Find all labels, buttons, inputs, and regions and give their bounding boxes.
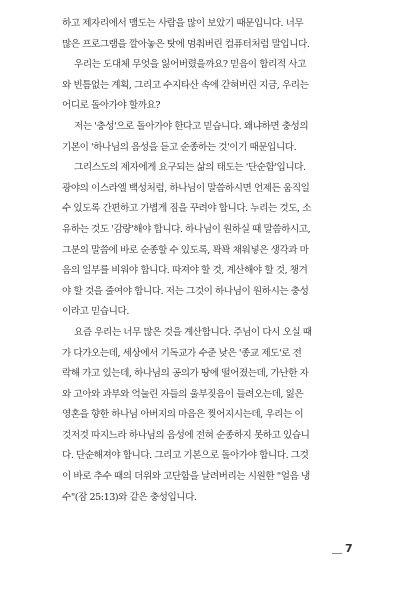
- text-line: 수 있도록 간편하고 가볍게 짐을 꾸려야 합니다. 누리는 것도, 소: [62, 203, 312, 215]
- text-line: 저는 '충성'으로 돌아가야 한다고 믿습니다. 왜냐하면 충성의: [74, 120, 309, 132]
- text-line: 기본이 '하나님의 음성을 듣고 순종하는 것'이기 때문입니다.: [62, 141, 297, 153]
- text-line: 다. 단순해져야 합니다. 그리고 기본으로 돌아가야 합니다. 그것: [62, 450, 309, 462]
- text-line: 어디로 돌아가야 할까요?: [62, 100, 161, 112]
- page-number: 7: [345, 542, 353, 555]
- text-line: 가 다가오는데, 세상에서 기독교가 수준 낮은 '종교 제도'로 전: [62, 347, 302, 359]
- text-line: 것저것 따지느라 하나님의 음성에 전혀 순종하지 못하고 있습니: [62, 429, 310, 441]
- text-line: 음의 일부를 비워야 합니다. 따져야 할 것, 계산해야 할 것, 챙겨: [62, 265, 308, 277]
- text-line: 와 고아와 과부와 억눌린 자들의 울부짖음이 들려오는데, 잃은: [62, 388, 304, 400]
- page-footer: [328, 540, 376, 560]
- text-line: 요즘 우리는 너무 많은 것을 계산합니다. 주님이 다시 오실 때: [74, 326, 312, 338]
- text-line: 락해 가고 있는데, 하나님의 공의가 땅에 떨어졌는데, 가난한 자: [62, 368, 309, 380]
- footer-dash: [332, 553, 342, 554]
- text-line: 유하는 것도 '감량'해야 합니다. 하나님이 원하실 때 말씀하시고,: [62, 223, 311, 235]
- text-line: 영혼을 향한 하나님 아버지의 마음은 찢어지시는데, 우리는 이: [62, 409, 304, 421]
- text-line: 광야의 이스라엘 백성처럼, 하나님이 말씀하시면 언제든 움직일: [62, 182, 310, 194]
- text-line: 이라고 믿습니다.: [62, 306, 129, 318]
- text-line: 와 빈틈없는 계획, 그리고 수지타산 속에 갇혀버린 지금, 우리는: [62, 79, 309, 91]
- text-line: 야 할 것을 줄여야 합니다. 저는 그것이 하나님이 원하시는 충성: [62, 285, 309, 297]
- text-line: 하고 제자리에서 맴도는 사람을 많이 보았기 때문입니다. 너무: [62, 18, 304, 29]
- body-text: [62, 14, 360, 508]
- text-line: 그리스도의 제자에게 요구되는 삶의 태도는 '단순함'입니다.: [74, 162, 306, 174]
- text-line: 이 바로 추수 때의 더위와 고단함을 날려버리는 시원한 "얼음 냉: [62, 471, 310, 483]
- text-line: 그분의 말씀에 바로 순종할 수 있도록, 꽉꽉 채워넣은 생각과 마: [62, 244, 309, 256]
- text-line: 우리는 도대체 무엇을 잃어버렸을까요? 믿음이 합리적 사고: [74, 59, 306, 71]
- text-line: 수"(잠 25:13)와 같은 충성입니다.: [62, 491, 197, 503]
- text-line: 많은 프로그램을 깔아놓은 탓에 멈춰버린 컴퓨터처럼 말입니다.: [62, 38, 310, 50]
